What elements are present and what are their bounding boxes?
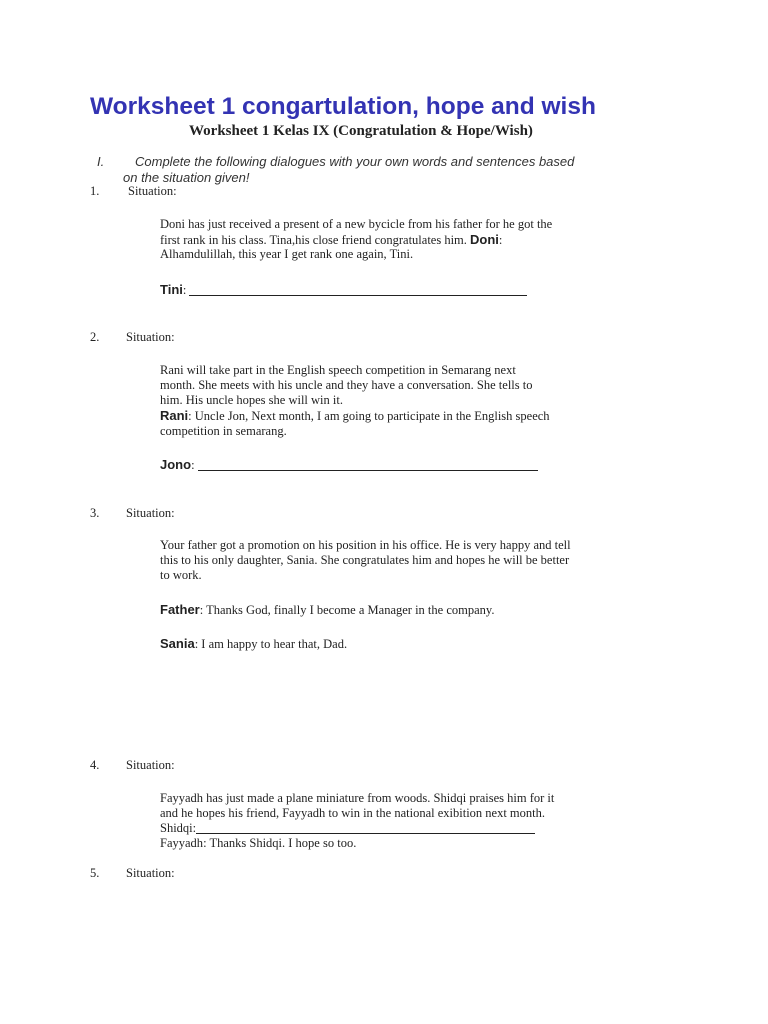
item-number: 3. <box>90 506 100 520</box>
speaker-colon: : <box>194 637 199 651</box>
situation-label: Situation: <box>126 330 175 344</box>
speaker-colon: : <box>182 283 187 297</box>
dialogue-line <box>160 636 347 652</box>
dialogue-text: competition in semarang. <box>160 424 287 438</box>
dialogue-text: Thanks God, finally I become a Manager in the company. <box>206 603 495 617</box>
answer-blank <box>198 460 538 471</box>
dialogue-line <box>160 457 538 473</box>
situation-text: Doni has just received a present of a new bycicle from his father for he got the <box>160 217 553 231</box>
situation-text: to work. <box>160 568 202 582</box>
situation-text: Fayyadh has just made a plane miniature from woods. Shidqi praises him for it <box>160 791 555 805</box>
answer-blank <box>189 285 527 296</box>
situation-text: first rank in his class. Tina,his close friend congratulates him. <box>160 233 467 247</box>
dialogue-line <box>160 602 494 618</box>
situation-text: Rani will take part in the English speech competition in Semarang next <box>160 363 516 377</box>
instruction-number: I. <box>97 154 105 169</box>
page-title: Worksheet 1 congartulation, hope and wish <box>90 93 596 120</box>
speaker-colon: : <box>199 603 204 617</box>
answer-blank <box>196 823 535 834</box>
speaker-colon: : <box>498 233 503 247</box>
situation-label: Situation: <box>128 184 177 198</box>
speaker-colon: : <box>192 821 197 835</box>
dialogue-text: Uncle Jon, Next month, I am going to participate in the English speech <box>194 409 550 423</box>
dialogue-line <box>160 282 527 298</box>
speaker-colon: : <box>188 409 192 423</box>
instruction-text: on the situation given! <box>123 170 250 185</box>
dialogue-text: Alhamdulillah, this year I get rank one again, Tini. <box>160 247 414 261</box>
speaker-name: Rani <box>160 408 189 423</box>
situation-label: Situation: <box>126 506 175 520</box>
speaker-colon: : <box>191 458 195 472</box>
item-number: 4. <box>90 758 100 772</box>
situation-text: him. His uncle hopes she will win it. <box>160 393 343 407</box>
item-number: 5. <box>90 866 100 880</box>
speaker-name: Jono <box>160 457 192 472</box>
dialogue-text: Thanks Shidqi. I hope so too. <box>209 836 357 850</box>
item-number: 2. <box>90 330 100 344</box>
dialogue-line <box>160 836 356 851</box>
situation-text: this to his only daughter, Sania. She congratulates him and hopes he will be better <box>160 553 570 567</box>
speaker-colon: : <box>203 836 207 850</box>
item-number: 1. <box>90 184 100 198</box>
situation-text: Your father got a promotion on his position in his office. He is very happy and tell <box>160 538 571 552</box>
situation-text: month. She meets with his uncle and they have a conversation. She tells to <box>160 378 533 392</box>
speaker-name: Shidqi <box>160 821 193 835</box>
dialogue-line <box>160 821 535 836</box>
situation-label: Situation: <box>126 758 175 772</box>
instruction-text: Complete the following dialogues with your own words and sentences based <box>135 154 575 169</box>
speaker-name: Sania <box>160 636 195 651</box>
dialogue-text: I am happy to hear that, Dad. <box>201 637 348 651</box>
situation-text-with-speaker <box>160 232 502 248</box>
situation-label: Situation: <box>126 866 175 880</box>
situation-text: and he hopes his friend, Fayyadh to win in the national exibition next month. <box>160 806 546 820</box>
page-subtitle: Worksheet 1 Kelas IX (Congratulation & Hope/Wish) <box>189 123 533 139</box>
speaker-name: Fayyadh <box>160 836 204 850</box>
speaker-name: Father <box>160 602 200 617</box>
speaker-name: Tini <box>160 282 183 297</box>
speaker-name: Doni <box>470 232 499 247</box>
dialogue-line <box>160 408 550 424</box>
